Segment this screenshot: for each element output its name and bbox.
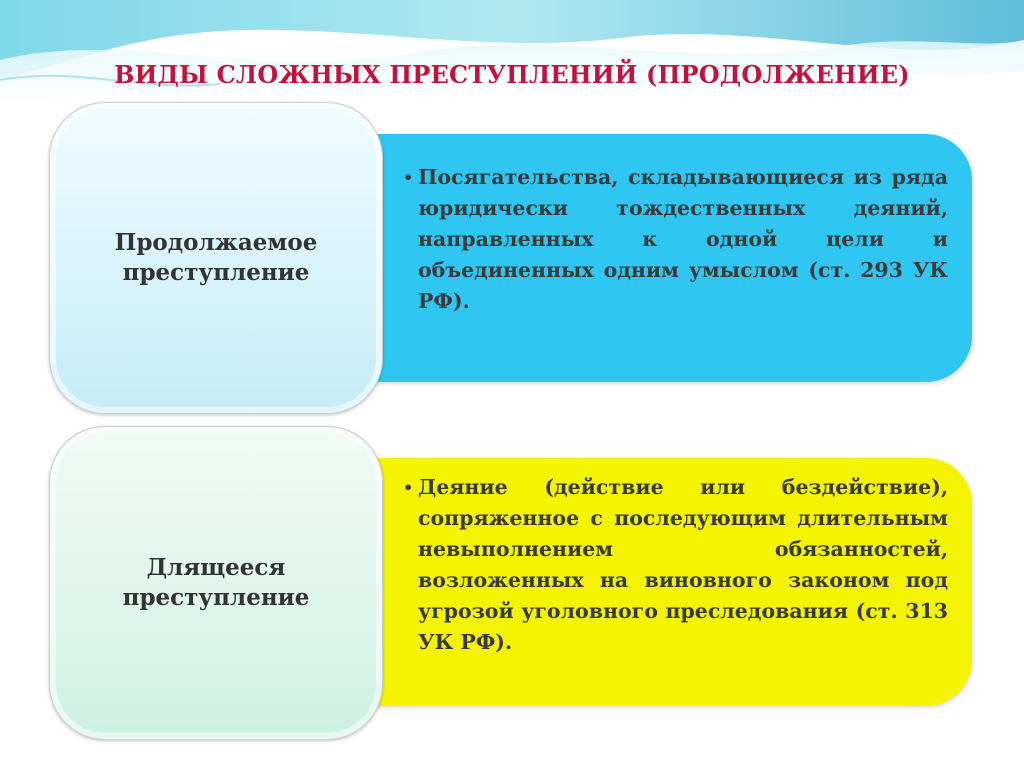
crime-type-row xyxy=(0,102,1024,412)
crime-type-description: Деяние (действие или бездействие), сопряженное с последующим длительным невыполнением обязанностей, возложенных на виновного законом под угрозой уголовного преследования (ст. 313 УК РФ). xyxy=(418,475,948,654)
crime-type-label-box xyxy=(49,102,383,414)
description-text-block xyxy=(403,472,948,658)
bullet-icon: • xyxy=(403,478,414,497)
page-title: ВИДЫ СЛОЖНЫХ ПРЕСТУПЛЕНИЙ (ПРОДОЛЖЕНИЕ) xyxy=(114,60,910,89)
crime-type-description: Посягательства, складывающиеся из ряда юридически тождественных деяний, направленных к одной цели и объединенных одним умыслом (ст. 293 УК РФ). xyxy=(418,165,948,313)
crime-type-row xyxy=(0,426,1024,738)
bullet-icon: • xyxy=(403,168,414,187)
crime-type-label: Длящееся преступление xyxy=(122,554,310,611)
description-text-block xyxy=(403,162,948,317)
crime-type-label: Продолжаемое преступление xyxy=(114,229,318,286)
crime-type-label-box xyxy=(49,426,383,740)
